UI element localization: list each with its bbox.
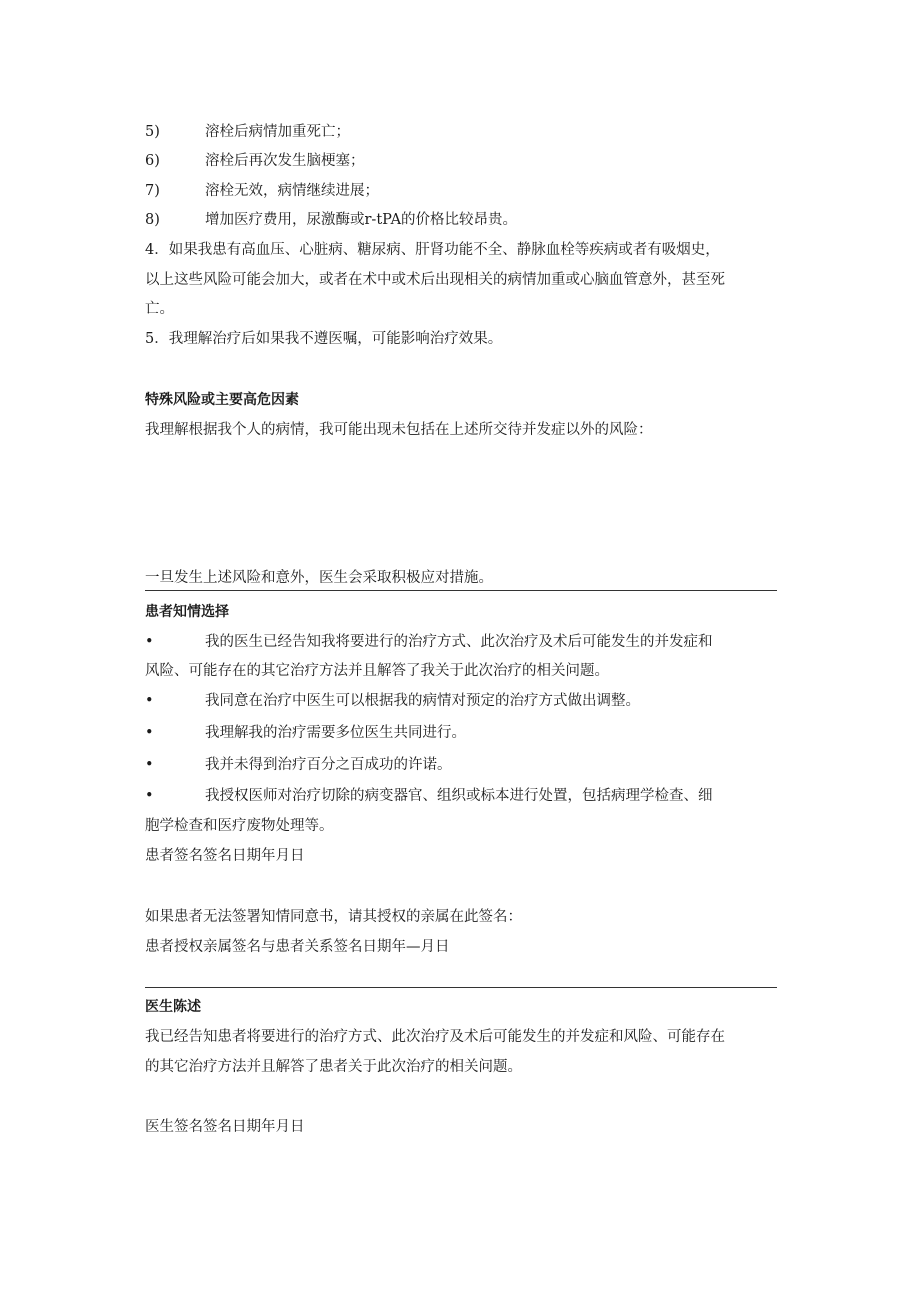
risk-item-number: 5) xyxy=(145,124,160,140)
risk-item-text: 溶栓无效，病情继续进展； xyxy=(205,183,379,199)
special-risk-text: 我理解根据我个人的病情，我可能出现未包括在上述所交待并发症以外的风险： xyxy=(145,422,653,438)
doctor-statement-text: 我已经告知患者将要进行的治疗方式、此次治疗及术后可能发生的并发症和风险、可能存在 xyxy=(145,1029,725,1045)
choice-bullet-text: 我理解我的治疗需要多位医生共同进行。 xyxy=(205,725,466,741)
paragraph-4-line: 亡。 xyxy=(145,301,174,317)
bullet-icon: • xyxy=(145,693,154,709)
choice-bullet-text: 我并未得到治疗百分之百成功的许诺。 xyxy=(205,757,452,773)
risk-item-number: 6) xyxy=(145,153,160,169)
doctor-signature-line: 医生签名签名日期年月日 xyxy=(145,1119,305,1135)
choice-bullet-text: 我的医生已经告知我将要进行的治疗方式、此次治疗及术后可能发生的并发症和 xyxy=(205,634,713,650)
section-divider xyxy=(145,987,777,988)
choice-bullet-text: 胞学检查和医疗废物处理等。 xyxy=(145,818,334,834)
doctor-statement-text: 的其它治疗方法并且解答了患者关于此次治疗的相关问题。 xyxy=(145,1059,522,1075)
bullet-icon: • xyxy=(145,757,154,773)
risk-item-text: 溶栓后再次发生脑梗塞； xyxy=(205,153,365,169)
choice-bullet-text: 风险、可能存在的其它治疗方法并且解答了我关于此次治疗的相关问题。 xyxy=(145,663,609,679)
bullet-icon: • xyxy=(145,634,154,650)
doctor-statement-heading: 医生陈述 xyxy=(145,999,201,1015)
choice-bullet-text: 我同意在治疗中医生可以根据我的病情对预定的治疗方式做出调整。 xyxy=(205,693,640,709)
proxy-intro: 如果患者无法签署知情同意书，请其授权的亲属在此签名： xyxy=(145,909,522,925)
patient-choice-heading: 患者知情选择 xyxy=(145,604,229,620)
paragraph-4-line: 4．如果我患有高血压、心脏病、糖尿病、肝肾功能不全、静脉血栓等疾病或者有吸烟史， xyxy=(145,242,720,258)
paragraph-4-line: 以上这些风险可能会加大，或者在术中或术后出现相关的病情加重或心脑血管意外，甚至死 xyxy=(145,272,725,288)
special-risk-closing: 一旦发生上述风险和意外，医生会采取积极应对措施。 xyxy=(145,570,493,586)
bullet-icon: • xyxy=(145,788,154,804)
section-divider xyxy=(145,590,777,591)
paragraph-5: 5．我理解治疗后如果我不遵医嘱，可能影响治疗效果。 xyxy=(145,331,503,347)
choice-bullet-text: 我授权医师对治疗切除的病变器官、组织或标本进行处置，包括病理学检查、细 xyxy=(205,788,713,804)
risk-item-text: 增加医疗费用，尿激酶或r-tPA的价格比较昂贵。 xyxy=(205,212,518,228)
patient-signature-line: 患者签名签名日期年月日 xyxy=(145,848,305,864)
proxy-signature-line: 患者授权亲属签名与患者关系签名日期年—月日 xyxy=(145,939,450,955)
risk-item-number: 7) xyxy=(145,183,160,199)
risk-item-number: 8) xyxy=(145,212,160,228)
special-risk-heading: 特殊风险或主要高危因素 xyxy=(145,392,299,408)
bullet-icon: • xyxy=(145,725,154,741)
risk-item-text: 溶栓后病情加重死亡； xyxy=(205,124,350,140)
